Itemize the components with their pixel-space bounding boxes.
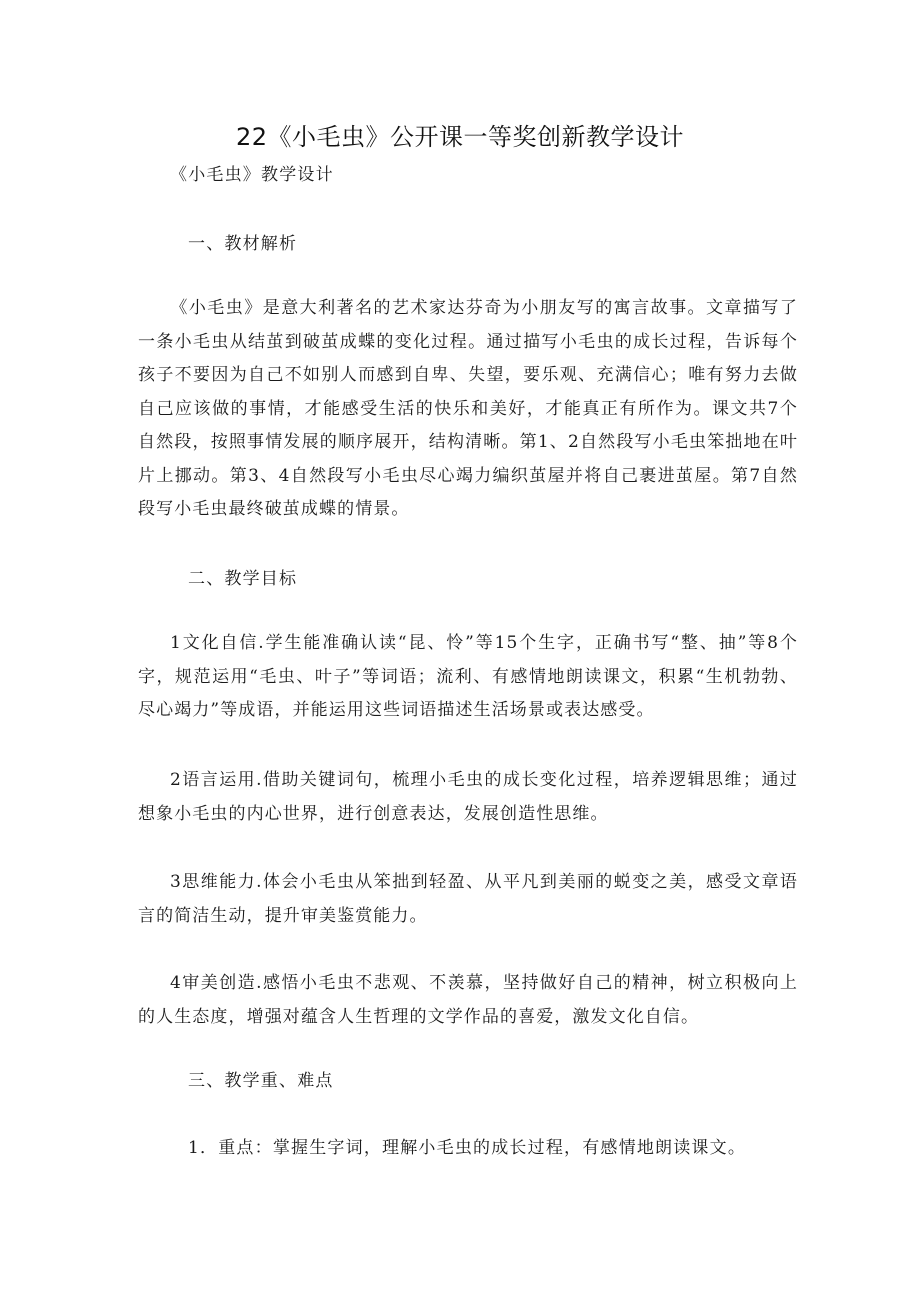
- section-heading-3: 三、教学重、难点: [188, 1071, 334, 1091]
- paragraph-text: 4审美创造.感悟小毛虫不悲观、不羡慕，坚持做好自己的精神，树立积极向上的人生态度，增强对蕴含人生哲理的文学作品的喜爱，激发文化自信。: [138, 973, 798, 1027]
- document-title: 22《小毛虫》公开课一等奖创新教学设计: [235, 123, 685, 151]
- document-subtitle: 《小毛虫》教学设计: [170, 165, 334, 185]
- paragraph-textbook-analysis: [138, 292, 798, 527]
- paragraph-key-points: 1．重点：掌握生字词，理解小毛虫的成长过程，有感情地朗读课文。: [188, 1138, 747, 1158]
- paragraph-goal-2: [138, 764, 798, 831]
- paragraph-text: 《小毛虫》是意大利著名的艺术家达芬奇为小朋友写的寓言故事。文章描写了一条小毛虫从结茧到破茧成蝶的变化过程。通过描写小毛虫的成长过程，告诉每个孩子不要因为自己不如别人而感到自卑、失望，要乐观、充满信心；唯有努力去做自己应该做的事情，才能感受生活的快乐和美好，才能真正有所作为。课文共7个自然段，按照事情发展的顺序展开，结构清晰。第1、2自然段写小毛虫笨拙地在叶片上挪动。第3、4自然段写小毛虫尽心竭力编织茧屋并将自己裹进茧屋。第7自然段写小毛虫最终破茧成蝶的情景。: [138, 298, 798, 519]
- section-heading-2: 二、教学目标: [188, 569, 298, 589]
- paragraph-goal-3: [138, 866, 798, 933]
- paragraph-text: 1文化自信.学生能准确认读“昆、怜”等15个生字，正确书写“整、抽”等8个字，规范运用“毛虫、叶子”等词语；流利、有感情地朗读课文，积累“生机勃勃、尽心竭力”等成语，并能运用这些词语描述生活场景或表达感受。: [138, 633, 798, 720]
- paragraph-text: 2语言运用.借助关键词句，梳理小毛虫的成长变化过程，培养逻辑思维；通过想象小毛虫的内心世界，进行创意表达，发展创造性思维。: [138, 770, 798, 824]
- paragraph-goal-4: [138, 967, 798, 1034]
- paragraph-text: 3思维能力.体会小毛虫从笨拙到轻盈、从平凡到美丽的蜕变之美，感受文章语言的简洁生动，提升审美鉴赏能力。: [138, 872, 798, 926]
- section-heading-1: 一、教材解析: [188, 234, 298, 254]
- paragraph-goal-1: [138, 627, 798, 728]
